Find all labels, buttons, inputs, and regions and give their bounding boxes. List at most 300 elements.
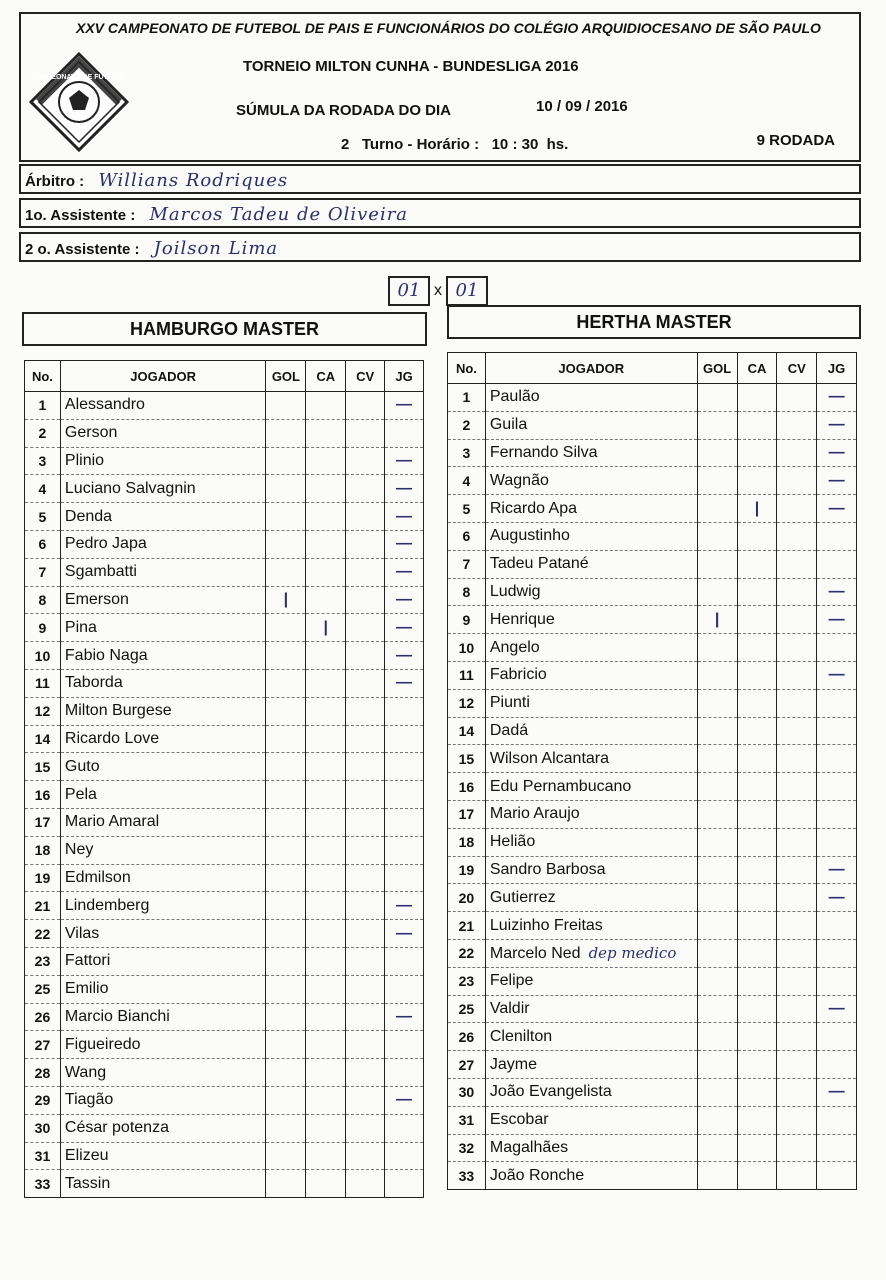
goal-mark-text: | bbox=[714, 610, 720, 628]
player-name-text: Gutierrez bbox=[489, 888, 556, 906]
player-name-text: Tassin bbox=[64, 1174, 111, 1192]
yellow-card-mark bbox=[737, 773, 777, 801]
player-number bbox=[25, 1142, 61, 1170]
player-number bbox=[448, 1134, 486, 1162]
red-card-mark bbox=[777, 717, 817, 745]
played-mark bbox=[385, 1142, 424, 1170]
red-card-mark bbox=[777, 411, 817, 439]
red-card-mark bbox=[346, 725, 385, 753]
player-row bbox=[25, 530, 424, 558]
player-name bbox=[485, 1106, 697, 1134]
player-number-text: 16 bbox=[34, 786, 51, 803]
player-row bbox=[448, 1078, 857, 1106]
yellow-card-mark bbox=[737, 634, 777, 662]
player-number bbox=[448, 745, 486, 773]
player-number-text: 21 bbox=[458, 917, 475, 934]
yellow-card-mark bbox=[306, 1003, 346, 1031]
played-mark bbox=[385, 614, 424, 642]
played-mark bbox=[385, 447, 424, 475]
player-number-text: 26 bbox=[458, 1028, 475, 1045]
player-name-text: Emerson bbox=[64, 590, 129, 608]
player-number bbox=[25, 864, 61, 892]
red-card-mark bbox=[346, 1031, 385, 1059]
player-name bbox=[485, 1078, 697, 1106]
player-row bbox=[448, 745, 857, 773]
played-mark bbox=[817, 550, 857, 578]
player-row bbox=[25, 447, 424, 475]
player-name bbox=[485, 717, 697, 745]
goal-mark bbox=[266, 503, 306, 531]
goal-mark bbox=[697, 745, 737, 773]
player-note: dep medico bbox=[588, 943, 677, 962]
red-card-mark bbox=[777, 384, 817, 412]
player-number-text: 19 bbox=[34, 869, 51, 886]
player-name-text: Escobar bbox=[489, 1111, 549, 1129]
goal-mark bbox=[697, 522, 737, 550]
player-number-text: 12 bbox=[34, 703, 51, 720]
player-name bbox=[485, 661, 697, 689]
assistant2-name: Joilson Lima bbox=[153, 238, 279, 259]
player-name bbox=[60, 614, 266, 642]
player-name bbox=[60, 920, 266, 948]
yellow-card-mark bbox=[737, 606, 777, 634]
player-number-text: 6 bbox=[38, 536, 47, 553]
turno-number: 2 bbox=[341, 136, 350, 153]
player-number bbox=[25, 1003, 61, 1031]
played-mark-text: — bbox=[396, 479, 413, 497]
player-name bbox=[485, 634, 697, 662]
player-name bbox=[485, 439, 697, 467]
yellow-card-mark bbox=[306, 1170, 346, 1198]
yellow-card-mark bbox=[737, 1134, 777, 1162]
player-name-text: Ludwig bbox=[489, 582, 541, 600]
played-mark bbox=[817, 856, 857, 884]
red-card-mark bbox=[777, 1134, 817, 1162]
player-name-text: César potenza bbox=[64, 1119, 169, 1137]
red-card-mark bbox=[777, 1023, 817, 1051]
player-row bbox=[448, 800, 857, 828]
red-card-mark bbox=[777, 606, 817, 634]
player-number bbox=[448, 439, 486, 467]
goal-mark bbox=[266, 475, 306, 503]
player-name-text: Wagnão bbox=[489, 471, 549, 489]
played-mark bbox=[817, 967, 857, 995]
yellow-card-mark bbox=[306, 781, 346, 809]
goal-mark bbox=[266, 1142, 306, 1170]
yellow-card-mark bbox=[737, 522, 777, 550]
player-number-text: 8 bbox=[38, 591, 47, 608]
col-gol: GOL bbox=[266, 361, 306, 392]
player-name bbox=[60, 781, 266, 809]
red-card-mark bbox=[777, 1106, 817, 1134]
player-name bbox=[485, 856, 697, 884]
red-card-mark bbox=[777, 550, 817, 578]
yellow-card-mark bbox=[737, 578, 777, 606]
player-number bbox=[448, 884, 486, 912]
player-number-text: 1 bbox=[38, 397, 47, 414]
red-card-mark bbox=[777, 995, 817, 1023]
yellow-card-mark bbox=[306, 947, 346, 975]
player-row bbox=[25, 1086, 424, 1114]
match-sheet-title bbox=[236, 98, 628, 119]
played-mark-text: — bbox=[828, 443, 845, 461]
played-mark bbox=[817, 1106, 857, 1134]
yellow-card-mark bbox=[737, 912, 777, 940]
player-number bbox=[448, 467, 486, 495]
played-mark bbox=[817, 773, 857, 801]
player-number-text: 31 bbox=[34, 1147, 51, 1164]
away-score: 01 bbox=[446, 276, 488, 306]
red-card-mark bbox=[346, 392, 385, 420]
player-number-text: 11 bbox=[459, 667, 474, 684]
player-number bbox=[25, 503, 61, 531]
player-number bbox=[25, 1114, 61, 1142]
red-card-mark bbox=[346, 1142, 385, 1170]
header-box bbox=[19, 12, 861, 162]
player-name bbox=[60, 947, 266, 975]
player-name bbox=[485, 773, 697, 801]
red-card-mark bbox=[777, 439, 817, 467]
red-card-mark bbox=[777, 828, 817, 856]
player-name bbox=[60, 558, 266, 586]
player-row bbox=[448, 828, 857, 856]
player-number bbox=[25, 753, 61, 781]
player-number-text: 7 bbox=[38, 564, 47, 581]
red-card-mark bbox=[346, 920, 385, 948]
player-number-text: 4 bbox=[38, 480, 47, 497]
yellow-card-mark bbox=[737, 467, 777, 495]
turno-line bbox=[341, 136, 568, 153]
player-name-text: Clenilton bbox=[489, 1027, 553, 1045]
yellow-card-mark bbox=[306, 392, 346, 420]
player-number bbox=[448, 495, 486, 523]
player-name-text: Paulão bbox=[489, 388, 540, 406]
player-name bbox=[485, 467, 697, 495]
played-mark-text: — bbox=[828, 1083, 845, 1101]
home-team-name: HAMBURGO MASTER bbox=[22, 312, 427, 346]
player-number bbox=[25, 975, 61, 1003]
played-mark bbox=[817, 522, 857, 550]
played-mark bbox=[817, 939, 857, 967]
player-row bbox=[448, 689, 857, 717]
turno-label: Turno - Horário : bbox=[361, 136, 480, 153]
red-card-mark bbox=[346, 697, 385, 725]
yellow-card-mark bbox=[737, 1106, 777, 1134]
player-name-text: Fabricio bbox=[489, 666, 547, 684]
player-number bbox=[448, 773, 486, 801]
yellow-card-mark bbox=[737, 967, 777, 995]
red-card-mark bbox=[777, 634, 817, 662]
player-name-text: Mario Amaral bbox=[64, 813, 160, 831]
player-number bbox=[448, 800, 486, 828]
player-number-text: 33 bbox=[458, 1167, 475, 1184]
played-mark-text: — bbox=[828, 471, 845, 489]
played-mark bbox=[817, 661, 857, 689]
played-mark bbox=[817, 800, 857, 828]
home-roster-table bbox=[24, 360, 424, 1198]
player-name bbox=[485, 384, 697, 412]
played-mark-text: — bbox=[396, 507, 413, 525]
goal-mark bbox=[697, 550, 737, 578]
played-mark bbox=[385, 975, 424, 1003]
player-name bbox=[485, 745, 697, 773]
player-row bbox=[448, 606, 857, 634]
yellow-card-mark bbox=[306, 447, 346, 475]
played-mark-text: — bbox=[396, 618, 413, 636]
red-card-mark bbox=[346, 781, 385, 809]
player-name-text: Tiagão bbox=[64, 1091, 114, 1109]
player-number-text: 23 bbox=[34, 953, 51, 970]
player-number bbox=[25, 892, 61, 920]
played-mark-text: — bbox=[396, 646, 413, 664]
yellow-card-mark bbox=[737, 1162, 777, 1190]
player-number-text: 20 bbox=[458, 889, 475, 906]
tournament-title: TORNEIO MILTON CUNHA - BUNDESLIGA 2016 bbox=[243, 58, 579, 75]
goal-mark bbox=[266, 392, 306, 420]
player-number-text: 22 bbox=[458, 945, 475, 962]
player-number-text: 29 bbox=[34, 1092, 51, 1109]
played-mark-text: — bbox=[396, 674, 413, 692]
red-card-mark bbox=[346, 586, 385, 614]
goal-mark bbox=[266, 558, 306, 586]
player-row bbox=[448, 884, 857, 912]
played-mark-text: — bbox=[396, 563, 413, 581]
yellow-card-mark bbox=[306, 475, 346, 503]
player-number bbox=[25, 836, 61, 864]
goal-mark bbox=[697, 411, 737, 439]
goal-mark bbox=[266, 892, 306, 920]
referee-row bbox=[19, 164, 861, 194]
player-name bbox=[60, 419, 266, 447]
player-row bbox=[448, 939, 857, 967]
goal-mark bbox=[697, 1162, 737, 1190]
player-row bbox=[448, 522, 857, 550]
goal-mark bbox=[697, 634, 737, 662]
player-name bbox=[60, 475, 266, 503]
played-mark bbox=[817, 439, 857, 467]
player-name bbox=[485, 912, 697, 940]
red-card-mark bbox=[346, 1059, 385, 1087]
player-name bbox=[485, 495, 697, 523]
player-name bbox=[60, 669, 266, 697]
player-number-text: 11 bbox=[35, 675, 50, 692]
goal-mark bbox=[697, 1023, 737, 1051]
played-mark bbox=[385, 586, 424, 614]
player-number-text: 12 bbox=[458, 695, 475, 712]
yellow-card-mark bbox=[737, 495, 777, 523]
player-name-text: João Evangelista bbox=[489, 1083, 612, 1101]
played-mark bbox=[385, 558, 424, 586]
player-name bbox=[485, 606, 697, 634]
player-row bbox=[448, 467, 857, 495]
player-number bbox=[448, 1051, 486, 1079]
yellow-card-mark bbox=[306, 975, 346, 1003]
player-number-text: 18 bbox=[34, 842, 51, 859]
player-name-text: Luizinho Freitas bbox=[489, 916, 603, 934]
red-card-mark bbox=[346, 503, 385, 531]
player-row bbox=[448, 1162, 857, 1190]
col-ca: CA bbox=[306, 361, 346, 392]
player-row bbox=[448, 1051, 857, 1079]
played-mark bbox=[385, 864, 424, 892]
col-gol: GOL bbox=[697, 353, 737, 384]
red-card-mark bbox=[777, 967, 817, 995]
yellow-card-mark bbox=[306, 892, 346, 920]
player-row bbox=[448, 550, 857, 578]
yellow-card-mark bbox=[737, 689, 777, 717]
player-number-text: 3 bbox=[38, 452, 47, 469]
player-name bbox=[485, 522, 697, 550]
player-row bbox=[25, 419, 424, 447]
player-number-text: 6 bbox=[462, 528, 471, 545]
assistant1-row bbox=[19, 198, 861, 228]
player-name-text: João Ronche bbox=[489, 1166, 585, 1184]
red-card-mark bbox=[777, 578, 817, 606]
player-name-text: Edmilson bbox=[64, 868, 131, 886]
player-number-text: 28 bbox=[34, 1064, 51, 1081]
player-number bbox=[25, 669, 61, 697]
played-mark bbox=[817, 1023, 857, 1051]
player-number-text: 16 bbox=[458, 778, 475, 795]
played-mark bbox=[385, 642, 424, 670]
player-number bbox=[25, 1031, 61, 1059]
played-mark-text: — bbox=[396, 1091, 413, 1109]
player-number bbox=[25, 1059, 61, 1087]
goal-mark bbox=[697, 773, 737, 801]
player-name-text: Magalhães bbox=[489, 1138, 569, 1156]
player-name bbox=[60, 586, 266, 614]
yellow-card-mark bbox=[737, 745, 777, 773]
played-mark bbox=[817, 884, 857, 912]
player-row bbox=[448, 912, 857, 940]
yellow-card-mark bbox=[306, 1114, 346, 1142]
player-name bbox=[485, 1134, 697, 1162]
red-card-mark bbox=[777, 856, 817, 884]
played-mark bbox=[385, 1031, 424, 1059]
player-name bbox=[485, 828, 697, 856]
away-roster-header bbox=[448, 353, 857, 384]
red-card-mark bbox=[346, 558, 385, 586]
played-mark bbox=[385, 392, 424, 420]
yellow-card-mark bbox=[306, 642, 346, 670]
player-name-text: Fattori bbox=[64, 952, 111, 970]
yellow-card-mark bbox=[306, 669, 346, 697]
player-name-text: Guto bbox=[64, 757, 100, 775]
red-card-mark bbox=[777, 467, 817, 495]
player-name bbox=[485, 884, 697, 912]
player-row bbox=[448, 439, 857, 467]
red-card-mark bbox=[346, 1114, 385, 1142]
player-name bbox=[60, 864, 266, 892]
played-mark bbox=[385, 781, 424, 809]
goal-mark bbox=[697, 939, 737, 967]
goal-mark bbox=[697, 467, 737, 495]
goal-mark bbox=[266, 947, 306, 975]
player-name-text: Plinio bbox=[64, 451, 105, 469]
red-card-mark bbox=[777, 939, 817, 967]
player-name bbox=[60, 808, 266, 836]
played-mark bbox=[817, 467, 857, 495]
goal-mark bbox=[697, 912, 737, 940]
player-name-text: Angelo bbox=[489, 638, 540, 656]
player-name-text: Jayme bbox=[489, 1055, 537, 1073]
player-number bbox=[448, 717, 486, 745]
player-name-text: Wilson Alcantara bbox=[489, 749, 610, 767]
referee-label: Árbitro : bbox=[25, 173, 85, 190]
red-card-mark bbox=[777, 800, 817, 828]
player-name-text: Valdir bbox=[489, 999, 530, 1017]
player-number-text: 17 bbox=[458, 806, 475, 823]
played-mark-text: — bbox=[828, 666, 845, 684]
player-row bbox=[448, 495, 857, 523]
goal-mark bbox=[697, 1134, 737, 1162]
player-row bbox=[25, 1170, 424, 1198]
goal-mark bbox=[266, 864, 306, 892]
player-number bbox=[448, 384, 486, 412]
player-name-text: Marcio Bianchi bbox=[64, 1007, 170, 1025]
played-mark-text: — bbox=[828, 582, 845, 600]
red-card-mark bbox=[777, 912, 817, 940]
player-number-text: 26 bbox=[34, 1008, 51, 1025]
player-row bbox=[25, 1114, 424, 1142]
goal-mark bbox=[266, 920, 306, 948]
goal-mark bbox=[266, 781, 306, 809]
player-number bbox=[25, 614, 61, 642]
goal-mark bbox=[697, 800, 737, 828]
assistant1-name: Marcos Tadeu de Oliveira bbox=[149, 204, 409, 225]
assistant2-row bbox=[19, 232, 861, 262]
red-card-mark bbox=[346, 419, 385, 447]
played-mark bbox=[385, 475, 424, 503]
player-number bbox=[25, 558, 61, 586]
player-name-text: Felipe bbox=[489, 972, 534, 990]
played-mark-text: — bbox=[828, 499, 845, 517]
player-number-text: 9 bbox=[462, 611, 471, 628]
red-card-mark bbox=[777, 745, 817, 773]
played-mark bbox=[385, 1170, 424, 1198]
yellow-card-mark bbox=[737, 550, 777, 578]
player-number bbox=[448, 1078, 486, 1106]
player-name bbox=[485, 995, 697, 1023]
player-name-text: Guila bbox=[489, 416, 528, 434]
player-name bbox=[60, 753, 266, 781]
red-card-mark bbox=[777, 773, 817, 801]
player-number-text: 23 bbox=[458, 973, 475, 990]
player-row bbox=[25, 392, 424, 420]
played-mark-text: — bbox=[396, 451, 413, 469]
player-number bbox=[25, 586, 61, 614]
yellow-card-mark bbox=[306, 419, 346, 447]
played-mark bbox=[385, 753, 424, 781]
goal-mark bbox=[697, 967, 737, 995]
player-row bbox=[25, 975, 424, 1003]
yellow-card-mark bbox=[737, 939, 777, 967]
player-number bbox=[448, 939, 486, 967]
player-row bbox=[448, 717, 857, 745]
player-row bbox=[25, 892, 424, 920]
player-row bbox=[448, 1106, 857, 1134]
yellow-card-mark bbox=[737, 1078, 777, 1106]
player-name bbox=[60, 503, 266, 531]
assistant2-label: 2 o. Assistente : bbox=[25, 241, 140, 258]
player-row bbox=[448, 384, 857, 412]
player-name bbox=[485, 939, 697, 967]
home-score: 01 bbox=[388, 276, 430, 306]
yellow-card-mark bbox=[306, 1031, 346, 1059]
yellow-card-mark bbox=[306, 725, 346, 753]
player-name bbox=[60, 892, 266, 920]
yellow-card-mark bbox=[306, 836, 346, 864]
